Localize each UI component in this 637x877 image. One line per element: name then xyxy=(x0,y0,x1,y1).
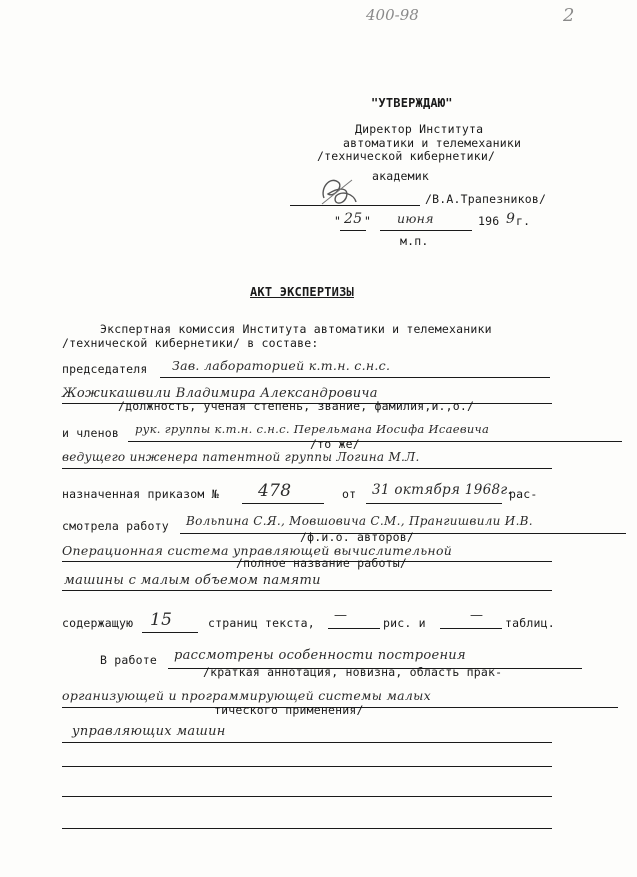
members-value-1: рук. группы к.т.н. с.н.с. Перельмана Иосифа Исаевича xyxy=(135,422,490,436)
document-title: АКТ ЭКСПЕРТИЗЫ xyxy=(250,285,354,299)
figures-line xyxy=(328,628,380,629)
order-tail: рас- xyxy=(509,487,538,501)
authors-caption: /ф.и.о. авторов/ xyxy=(300,530,414,544)
content-label: содержащую xyxy=(62,616,134,630)
reviewed-label: смотрела работу xyxy=(62,519,169,533)
signature-line xyxy=(290,205,420,206)
work-caption: /полное название работы/ xyxy=(236,556,407,570)
tables-line xyxy=(440,628,502,629)
members-label: и членов xyxy=(62,426,119,440)
order-date-line xyxy=(366,503,502,504)
work-title-2: машины с малым объемом памяти xyxy=(64,573,321,588)
archive-number: 400-98 xyxy=(366,6,419,24)
approval-line-4: академик xyxy=(372,169,429,183)
pages-value: 15 xyxy=(150,610,173,630)
annotation-caption-2: тического применения/ xyxy=(214,703,364,717)
chair-caption: /должность, ученая степень, звание, фамилия,и.,о./ xyxy=(118,399,475,413)
date-open-quote: " xyxy=(334,214,342,228)
tables-value: — xyxy=(470,608,484,623)
tables-label: таблиц. xyxy=(505,616,555,630)
order-from: от xyxy=(342,487,357,501)
day-line xyxy=(340,230,366,231)
month-line xyxy=(380,230,472,231)
pages-label: страниц текста, xyxy=(208,616,315,630)
chair-line-1 xyxy=(160,377,550,378)
order-date: 31 октября 1968г. xyxy=(372,482,513,498)
order-label: назначенная приказом № xyxy=(62,487,219,501)
order-number-line xyxy=(242,503,324,504)
members-line-2 xyxy=(62,468,552,469)
chair-label: председателя xyxy=(62,362,148,376)
date-close-quote: " xyxy=(364,214,372,228)
approval-signatory: /В.А.Трапезников/ xyxy=(425,192,547,206)
members-caption: /то же/ xyxy=(310,437,360,451)
annotation-value-1: рассмотрены особенности построения xyxy=(174,648,466,663)
page-number: 2 xyxy=(563,5,575,26)
annotation-caption-1: /краткая аннотация, новизна, область прак- xyxy=(203,665,503,679)
date-year-prefix: 196 xyxy=(478,214,500,228)
work-title-line-2 xyxy=(62,590,552,591)
chair-value-2: Жожикашвили Владимира Александровича xyxy=(62,386,378,401)
approval-heading: "УТВЕРЖДАЮ" xyxy=(371,96,453,110)
intro-line-2: /технической кибернетики/ в составе: xyxy=(62,336,319,350)
approval-line-3: /технической кибернетики/ xyxy=(317,149,496,163)
date-year-suffix: г. xyxy=(516,214,531,228)
blank-line-2 xyxy=(62,796,552,797)
date-month: июня xyxy=(397,211,434,226)
authors-value: Вольпина С.Я., Мовшовича С.М., Прангишвили И.В. xyxy=(186,514,533,528)
approval-line-1: Директор Института xyxy=(355,122,484,136)
seal-mark: м.п. xyxy=(400,234,429,248)
blank-line-1 xyxy=(62,766,552,767)
annotation-value-2: организующей и программирующей системы малых xyxy=(62,688,431,703)
members-line-1 xyxy=(128,441,622,442)
work-title-1: Операционная система управляющей вычислительной xyxy=(62,543,453,558)
annotation-line-3 xyxy=(62,742,552,743)
approval-line-2: автоматики и телемеханики xyxy=(343,136,522,150)
blank-line-3 xyxy=(62,828,552,829)
work-label: В работе xyxy=(100,653,157,667)
order-number: 478 xyxy=(258,481,292,501)
members-value-2: ведущего инженера патентной группы Логина М.Л. xyxy=(62,450,420,464)
intro-line-1: Экспертная комиссия Института автоматики и телемеханики xyxy=(100,322,492,336)
date-year-digit: 9 xyxy=(506,211,516,227)
chair-value-1: Зав. лабораторией к.т.н. с.н.с. xyxy=(172,358,391,373)
date-day: 25 xyxy=(344,211,363,227)
figures-value: — xyxy=(334,608,348,623)
figures-label: рис. и xyxy=(383,616,426,630)
annotation-value-3: управляющих машин xyxy=(72,724,226,739)
pages-line xyxy=(142,632,198,633)
